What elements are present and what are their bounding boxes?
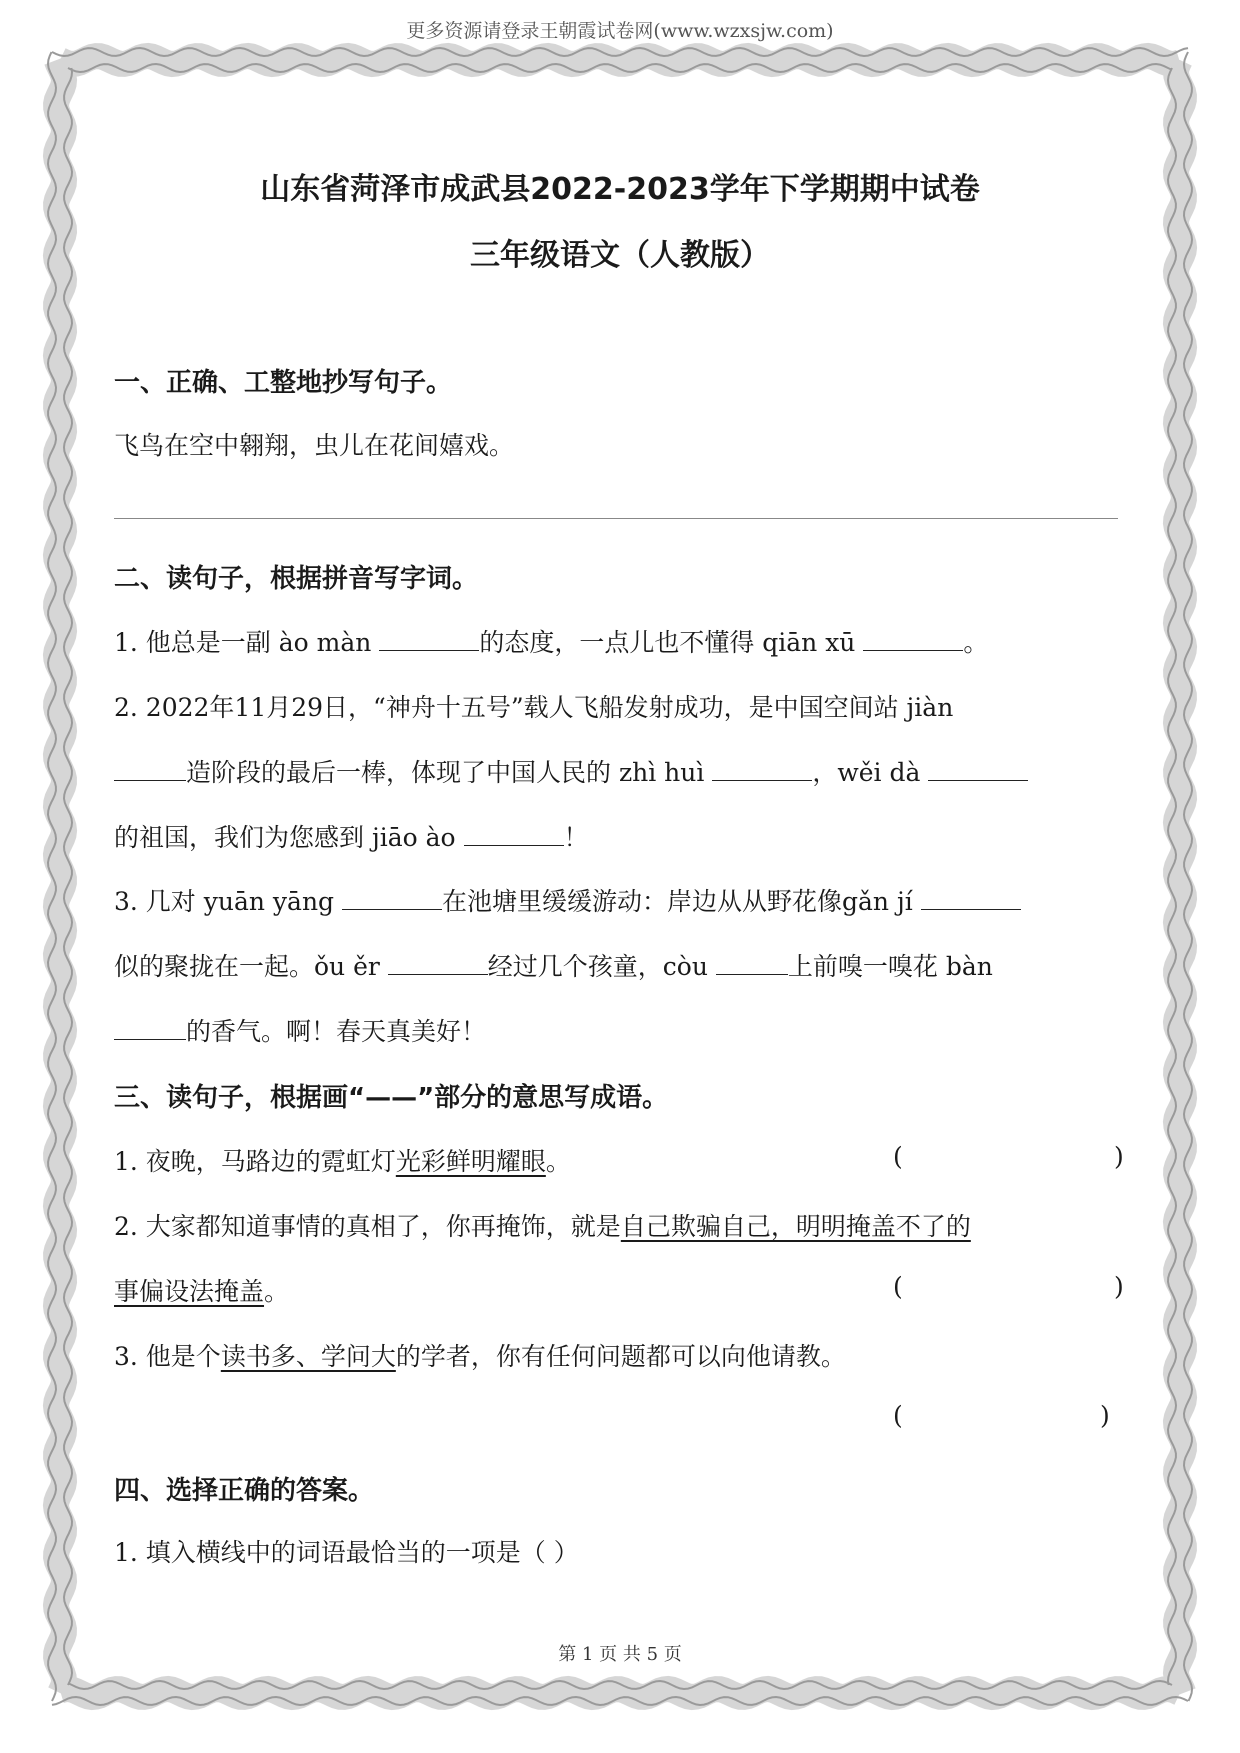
answer-paren-open: ( [893,1272,903,1301]
section-2-heading: 二、读句子，根据拼音写字词。 [114,564,479,594]
s3-question-2-line-1: 2. 大家都知道事情的真相了，你再掩饰，就是自己欺骗自己，明明掩盖不了的 [114,1212,971,1241]
copy-sentence: 飞鸟在空中翱翔，虫儿在花间嬉戏。 [114,431,515,460]
answer-blank[interactable] [379,628,479,651]
section-1-heading: 一、正确、工整地抄写句子。 [114,368,453,398]
answer-blank[interactable] [921,887,1021,910]
s4-question-1: 1. 填入横线中的词语最恰当的一项是（ ） [114,1538,579,1567]
s2-question-3-line-3: 的香气。啊！春天真美好！ [114,1012,486,1048]
answer-blank[interactable] [342,887,442,910]
exam-title: 山东省菏泽市成武县2022-2023学年下学期期中试卷 [260,172,980,207]
s2-question-2-line-1: 2. 2022年11月29日，“神舟十五号”载人飞船发射成功，是中国空间站 jiàn [114,693,954,722]
answer-blank[interactable] [863,628,963,651]
answer-paren-open: ( [893,1142,903,1171]
answer-blank[interactable] [388,952,488,975]
answer-paren-close: ) [1100,1401,1110,1430]
page-number: 第 1 页 共 5 页 [558,1644,682,1665]
answer-blank[interactable] [928,758,1028,781]
site-header: 更多资源请登录王朝霞试卷网(www.wzxsjw.com) [406,20,834,42]
answer-paren-open: ( [893,1401,903,1430]
section-3-heading: 三、读句子，根据画“——”部分的意思写成语。 [114,1083,669,1113]
answer-paren-close: ) [1114,1272,1124,1301]
answer-blank[interactable] [712,758,812,781]
answer-blank[interactable] [114,1017,186,1040]
s2-question-2-line-3: 的祖国，我们为您感到 jiāo ào ！ [114,823,589,852]
s2-question-1: 1. 他总是一副 ào màn 的态度，一点儿也不懂得 qiān xū 。 [114,628,989,657]
s3-question-3: 3. 他是个读书多、学问大的学者，你有任何问题都可以向他请教。 [114,1342,846,1371]
s3-question-2-line-2: 事偏设法掩盖。 [114,1277,290,1306]
s3-question-1: 1. 夜晚，马路边的霓虹灯光彩鲜明耀眼。 [114,1147,571,1176]
exam-subtitle: 三年级语文（人教版） [470,238,770,273]
s2-question-2-line-2: 造阶段的最后一棒，体现了中国人民的 zhì huì ，wěi dà [114,753,1028,789]
answer-blank[interactable] [114,758,186,781]
answer-paren-close: ) [1114,1142,1124,1171]
section-4-heading: 四、选择正确的答案。 [114,1476,375,1506]
copy-answer-line[interactable] [114,518,1118,519]
answer-blank[interactable] [464,823,564,846]
answer-blank[interactable] [716,952,788,975]
s2-question-3-line-1: 3. 几对 yuān yāng 在池塘里缓缓游动：岸边从从野花像gǎn jí [114,882,1021,918]
s2-question-3-line-2: 似的聚拢在一起。ǒu ěr 经过几个孩童，còu 上前嗅一嗅花 bàn [114,952,993,981]
